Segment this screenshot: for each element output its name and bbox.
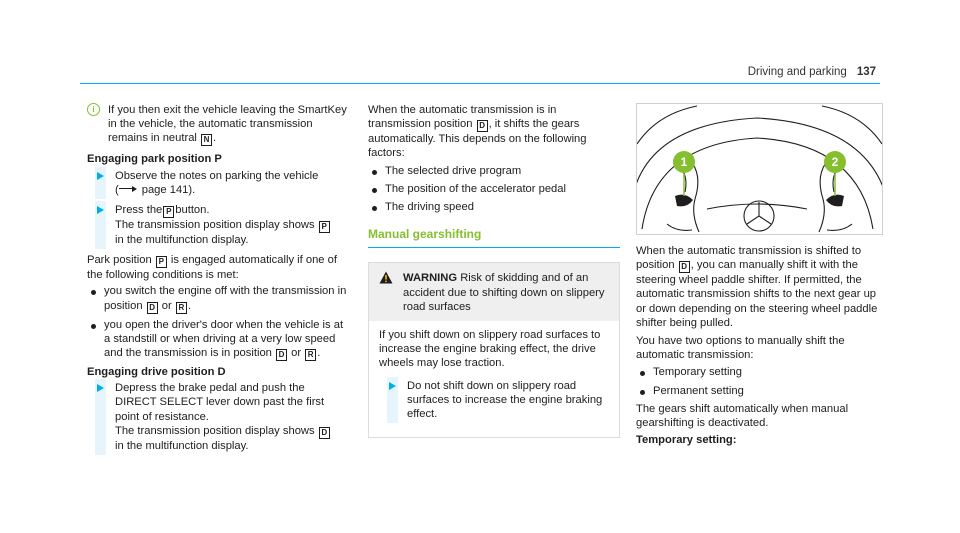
park-step-1: Observe the notes on parking the vehicle ( page 141).: [87, 169, 349, 197]
bullet-dot: [372, 170, 377, 175]
condition-bullet-1: you switch the engine off with the transmission in position D or R .: [87, 284, 349, 313]
drive-step: Depress the brake pedal and push the DIRECT SELECT lever down past the first point of resistance. The transmission position display shows D in the multifunction display.: [87, 381, 349, 453]
key-d-symbol: D: [679, 261, 690, 273]
callout-1: 1: [680, 155, 688, 169]
intro-text: When the automatic transmission is in transmission position D , it shifts the gears automatically. This depends on the following factors:: [368, 104, 587, 160]
header-rule: [80, 83, 880, 84]
factor-bullet-2: The position of the accelerator pedal: [368, 182, 620, 196]
step-arrow-icon: [97, 384, 104, 392]
section-title: Manual gearshifting: [368, 227, 620, 248]
warning-box: [368, 262, 620, 438]
option-bullet-1: Temporary setting: [636, 365, 880, 379]
warning-header: [369, 263, 619, 321]
callout-2: 2: [831, 155, 839, 169]
bullet-dot: [640, 390, 645, 395]
drive-heading: Engaging drive position D: [87, 366, 226, 379]
step-arrow-icon: [97, 172, 104, 180]
park-heading: Engaging park position P: [87, 153, 222, 166]
bullet-dot: [372, 206, 377, 211]
column-2: [368, 103, 620, 438]
key-d-symbol: D: [147, 302, 158, 314]
step-arrow-icon: [97, 206, 104, 214]
para-3: The gears shift automatically when manual gearshifting is deactivated.: [636, 402, 849, 430]
bullet-dot: [372, 188, 377, 193]
key-d-symbol: D: [477, 120, 488, 132]
para-2: You have two options to manually shift the automatic transmission:: [636, 335, 845, 362]
section-name: Driving and parking: [747, 66, 847, 78]
key-p-symbol: P: [156, 256, 167, 268]
bullet-dot: [91, 290, 96, 295]
park-step-2: Press the P button. The transmission position display shows P in the multifunction display.: [87, 203, 349, 247]
bullet-dot: [91, 324, 96, 329]
running-head: [748, 66, 876, 78]
para-1: When the automatic transmission is shifted to position D , you can manually shift it with the steering wheel paddle shifter. If permitted, the automatic transmission shifts to the next gear up or down depending on the steering wheel paddle shifter being pulled.: [636, 245, 878, 329]
warning-triangle-icon: [379, 271, 393, 284]
option-bullet-2: Permanent setting: [636, 384, 880, 398]
bullet-dot: [640, 371, 645, 376]
warning-label: WARNING: [403, 272, 458, 285]
key-p-symbol: P: [319, 221, 330, 233]
info-note: i If you then exit the vehicle leaving the SmartKey in the vehicle, the automatic transmission remains in neutral N .: [87, 103, 349, 146]
factor-bullet-1: The selected drive program: [368, 164, 620, 178]
warning-body-text: If you shift down on slippery road surfaces to increase the engine braking effect, the drive wheels may lose traction.: [379, 329, 601, 370]
page-number: 137: [856, 66, 876, 78]
info-text: If you then exit the vehicle leaving the SmartKey in the vehicle, the automatic transmission remains in neutral: [108, 104, 347, 145]
key-r-symbol: R: [305, 349, 316, 361]
page-ref-arrow-icon: [119, 186, 139, 192]
park-auto-text: Park position P is engaged automatically if one of the following conditions is met:: [87, 254, 337, 282]
column-3: [636, 103, 880, 447]
key-n-symbol: N: [201, 134, 212, 146]
key-p-symbol: P: [163, 206, 174, 218]
page-ref-link[interactable]: page 141).: [141, 183, 196, 196]
warning-body: [369, 321, 619, 437]
column-1: [87, 103, 349, 459]
key-d-symbol: D: [276, 349, 287, 361]
condition-bullet-2: you open the driver's door when the vehicle is at a standstill or when driving at a very low speed and the transmission is in position D or R .: [87, 318, 349, 361]
temporary-setting-heading: Temporary setting:: [636, 434, 737, 447]
steering-wheel-illustration: [637, 104, 882, 234]
key-r-symbol: R: [176, 302, 187, 314]
info-icon: i: [87, 103, 100, 116]
warning-step: Do not shift down on slippery road surfaces to increase the engine braking effect.: [379, 379, 609, 422]
key-d-symbol: D: [319, 427, 330, 439]
factor-bullet-3: The driving speed: [368, 200, 620, 214]
step-arrow-icon: [389, 382, 396, 390]
warning-text: Risk of skidding and of an accident due to shifting down on slippery road surfaces: [403, 272, 605, 313]
steering-wheel-figure: [636, 103, 883, 235]
